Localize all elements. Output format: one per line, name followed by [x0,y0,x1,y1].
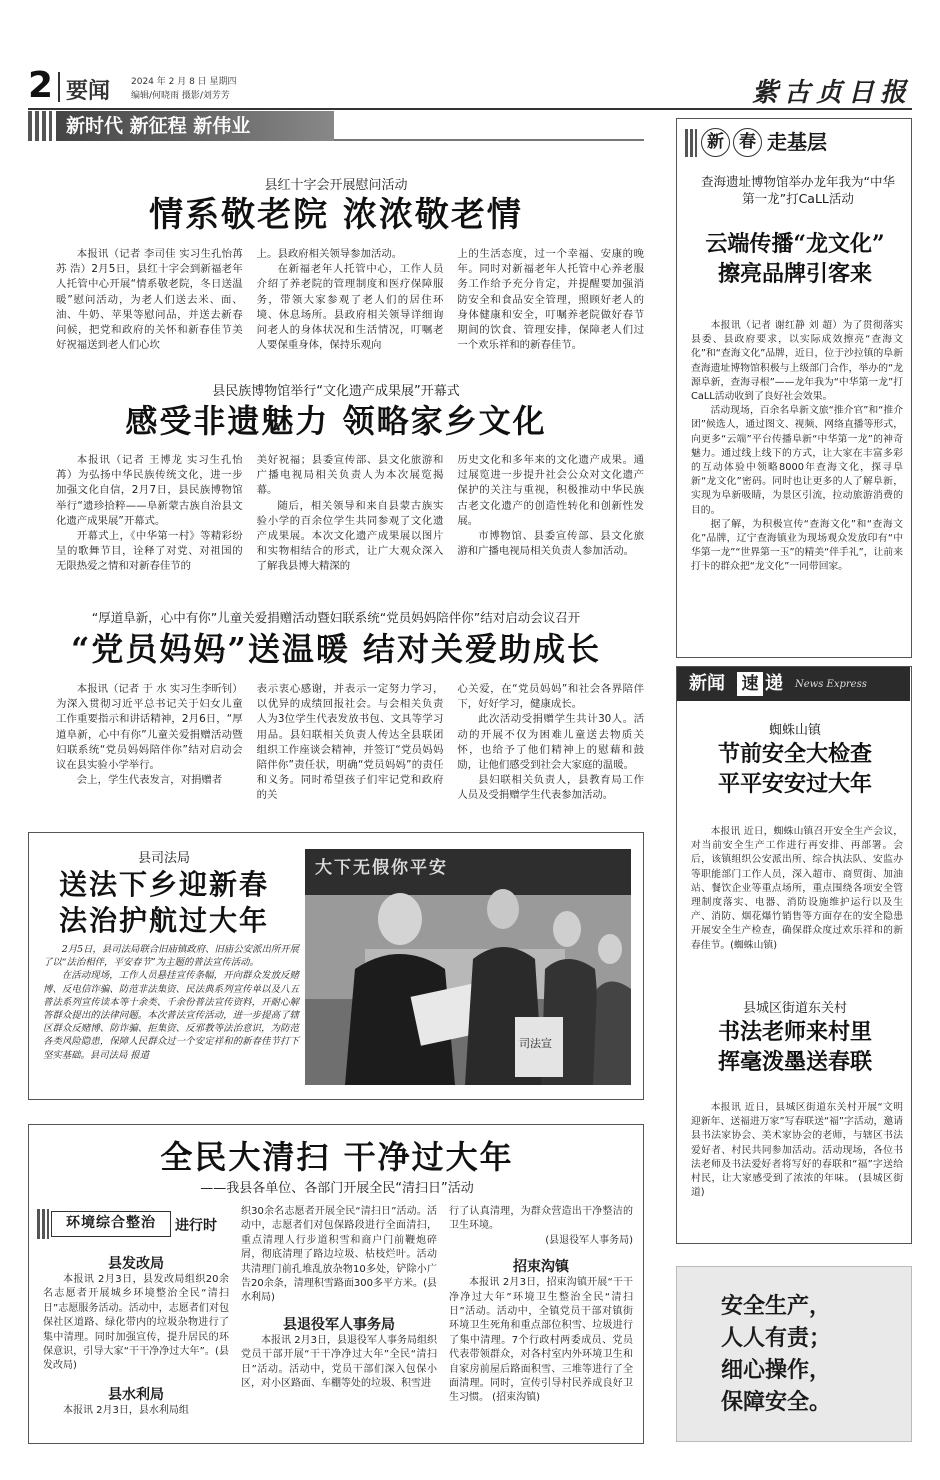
article-title: 擦亮品牌引客来 [717,261,872,287]
article-title: 节前安全大检查 [717,741,872,767]
article-body: 开幕式上，《中华第一村》等精彩纷呈的歌舞节目，诠释了对党、对祖国的无限热爱之情和对新春佳节的 [56,530,243,573]
subsection-title: 县退役军人事务局 [283,1316,395,1333]
page-number: 2 [28,65,54,106]
article-kicker: “厚道阜新，心中有你”儿童关爱捐赠活动暨妇联系统“党员妈妈陪伴你”结对启动会议召开 [91,610,581,625]
article-body: 县妇联相关负责人，县教育局工作人员及受捐赠学生代表参加活动。 [457,774,645,802]
masthead [28,66,912,110]
news-header [677,667,910,701]
header-char: 新 [701,128,730,157]
article-legal-box [28,832,644,1100]
article-body: 本报讯 2月3日，招束沟镇开展“干干净净过大年”环境卫生整治全民“清扫日”活动。活动中，全镇党员干部对镇街环境卫生死角和重点部位积雪、垃圾进行了集中清理。7个行政村两委成员、党员代表带领群众，对各村室内外环境卫生和自家房前屋后路面积雪、三堆等进行了全面清理。同时，宣传引导村民养成良好卫生习惯。 (招束沟镇) [449,1277,633,1404]
article-body: 本报讯（记者 于 水 实习生李昕钊）为深入贯彻习近平总书记关于妇女儿童工作重要指示和讲话精神，2月6日，“厚道阜新，心中有你”儿童关爱捐赠活动暨妇联系统“党员妈妈陪伴你”结对启动会议在县实验小学举行。 [56,683,243,772]
article-heritage [56,380,644,575]
article-body: 在新福老年人托管中心，工作人员介绍了养老院的管理制度和医疗保障服务，带领大家参观了老人们的居住环境、休息场所。县政府相关领导详细询问老人的身体状况和生活情况，叮嘱老人要保重身体，保持乐观向 [256,263,444,352]
article-title: 全民大清扫 干净过大年 [160,1138,514,1176]
header-stripes [685,129,697,157]
article-body: 随后，相关领导和来自县蒙古族实验小学的百余位学生共同参观了文化遗产成果展。本次文化遗产成果展以图片和实物相结合的形式，让广大观众深入了解我县博大精深的 [256,499,444,573]
article-body: 上。县政府相关领导参加活动。 [256,248,403,260]
banner-line [334,139,644,141]
photo-banner-text: 大下无假你平安 [315,858,448,878]
news-header-title2: 递 [765,673,783,694]
section-name: 要闻 [66,79,111,104]
header-char: 春 [733,128,762,157]
article-title: 书法老师来村里 [717,1019,872,1045]
article-body: 本报讯（记者 王博龙 实习生孔怡苒）为弘扬中华民族传统文化，进一步加强文化自信，2月7日，县民族博物馆举行“遗珍拾粹——阜新蒙古族自治县文化遗产成果展”开幕式。 [56,454,243,527]
article-body: 表示衷心感谢，并表示一定努力学习，以优异的成绩回报社会。与会相关负责人为3位学生代表发放书包、文具等学习用品。县妇联相关负责人传达全县联团组织工作座谈会精神，并签订“党员妈妈陪伴你”责任状，明确“党员妈妈”的责任和义务。同时希望孩子们牢记党和政府的关 [256,683,444,802]
news-header-title: 新闻 [689,673,725,694]
article-body: 本报讯（记者 谢红静 刘 超）为了贯彻落实县委、县政府要求，以实际成效擦亮“查海文化”和“查海文化”品牌，近日，位于沙拉镇的阜新查海遗址博物馆积极与上级部门合作，举办的“龙源阜新，查海寻根”——龙年我为“中华第一龙”打CaLL活动收到了良好社会效果。 [691,320,903,403]
article-body: 织30余名志愿者开展全民“清扫日”活动。活动中，志愿者们对包保路段进行全面清扫，重点清理人行步道积雪和商户门前鞭炮碎屑，彻底清理了路边垃圾、枯枝烂叶。活动共清理门前孔堆乱放杂物10多处，铲除小广告20余条，清理积雪路面300多平方米。(县水利局) [241,1206,437,1304]
article-body: 上的生活态度，过一个幸福、安康的晚年。同时对新福老年人托管中心养老服务工作给予充分肯定，并提醒要加强消防安全和食品安全管理，照顾好老人的身体健康和安全，叮嘱养老院做好春节期间的饮食、管理安排，保障老人们过一个欢乐祥和的新春佳节。 [457,248,645,352]
article-body: 行了认真清理，为群众营造出干净整洁的卫生环境。 [449,1206,633,1232]
article-subtitle: ——我县各单位、各部门开展全民“清扫日”活动 [200,1181,474,1196]
article-body: 在活动现场，工作人员悬挂宣传条幅，开向群众发放反赌博、反电信诈骗、防范非法集资、民法典系列宣传单以及八五普法系列宣传读本等十余类、千余份普法宣传资料，开耐心解答群众提出的法律问题。本次普法宣传活动，进一步提高了辖区群众反赌博、防诈骗、拒集资、反邪教等法治意识，为防范各类风险隐患，保障人民群众过一个安定祥和的新春佳节打下坚实基础。县司法局 报道 [43,970,299,1061]
news-header-boxed: 速 [737,672,763,696]
article-body: 2月5日，县司法局联合旧庙镇政府、旧庙公安派出所开展了以“法治相伴，平安春节”为主题的普法宣传活动。 [43,944,299,969]
sidebar-news-express [676,666,912,1244]
date-line: 2024 年 2 月 8 日 星期四 [131,77,237,87]
article-body: 此次活动受捐赠学生共计30人。活动的开展不仅为困难儿童送去物质关怀，也给予了他们精神上的慰藉和鼓励，让他们感受到社会大家庭的温暖。 [457,713,645,772]
subsection-title: 县发改局 [108,1256,164,1272]
article-title: 法治护航过大年 [58,904,269,937]
editor-line: 编辑/何晓雨 摄影/刘芳芳 [131,91,230,101]
article-body: 会上，学生代表发言，对捐赠者 [76,774,223,787]
article-elderly-care [56,150,644,353]
article-title: 感受非遗魅力 领略家乡文化 [125,402,547,440]
subsection-title: 招束沟镇 [513,1259,569,1276]
article-body: 活动现场，百余名阜新文旅“推介官”和“推介团”候选人，通过图文、视频、网络直播等形式，向更多“云端”平台传播阜新“中华第一龙”的神奇魅力。通过线上线下的方式，让大家在丰富多彩的互动体验中领略8000年查海文化，探寻阜新“龙文化”密码。同时也让更多的人了解阜新，实现为阜新吸睛，为景区引流，拉动旅游消费的目的。 [691,405,903,516]
article-kicker: 县城区街道东关村 [742,1001,847,1016]
newspaper-logo: 紫古贞日报 [751,78,912,108]
article-kicker: 县民族博物馆举行“文化遗产成果展”开幕式 [212,384,460,399]
article-cleanup-box [28,1124,644,1444]
article-title: 平平安安过大年 [717,771,872,797]
sidebar-grassroots [676,118,912,658]
news-header-en: News Express [795,679,867,690]
header-tail: 走基层 [767,130,827,154]
article-body: 美好祝福；县委宣传部、县文化旅游和广播电视局相关负责人为本次展览揭幕。 [256,454,444,497]
article-title: “党员妈妈”送温暖 结对关爱助成长 [71,630,601,668]
safety-slogan [676,1266,912,1442]
article-source: (县退役军人事务局) [545,1234,633,1246]
photo-illustration [305,849,631,1085]
section-banner [28,111,644,141]
article-kicker: 蜘蛛山镇 [768,723,821,738]
article-body: 本报讯 2月3日，县退役军人事务局组织党员干部开展“干干净净过大年”全民“清扫日”活动。活动中，党员干部们深入包保小区，对小区路面、车棚等处的垃圾、积雪进 [241,1334,437,1390]
article-title: 情系敬老院 浓浓敬老情 [149,195,523,235]
slogan-line: 安全生产， [721,1294,832,1319]
photo-box-label: 司法宣 [519,1037,552,1050]
article-party-mothers [56,608,644,804]
article-kicker: 查海遗址博物馆举办龙年我为“中华第一龙”打CaLL活动 [701,174,895,206]
article-body: 本报讯 近日，县城区街道东关村开展“文明迎新年、送福进万家”写春联送“福”字活动，邀请县书法家协会、美术家协会的老师，与辖区书法爱好者、村民共同参加活动。活动现场，各位书法老师及书法爱好者将写好的春联和“福”字送给村民，让大家感受到了浓浓的年味。 (县城区街道) [691,1102,903,1199]
article-body: 据了解，为积极宣传“查海文化”和“查海文化”品牌，辽宁查海镇业为现场观众发放印有“中华第一龙”“世界第一玉”的精美“伴手礼”，让前来打卡的群众把“龙文化”一同带回家。 [691,518,903,573]
tag-label: 环境综合整治 [51,1211,171,1237]
subsection-title: 县水利局 [108,1386,164,1403]
article-body: 历史文化和多年来的文化遗产成果。通过展览进一步提升社会公众对文化遗产保护的关注与重视，积极推动中华民族古老文化遗产的创造性转化和创新性发展。 [457,454,645,527]
article-kicker: 县司法局 [137,851,190,866]
article-body: 心关爱，在“党员妈妈”和社会各界陪伴下，好好学习，健康成长。 [457,683,645,711]
tag-suffix: 进行时 [175,1218,217,1234]
article-title: 云端传播“龙文化” [705,231,885,257]
article-title: 送法下乡迎新春 [58,868,269,901]
slogan-line: 人人有责； [721,1326,832,1351]
article-body: 市博物馆、县委宣传部、县文化旅游和广播电视局相关负责人参加活动。 [457,530,645,558]
article-body: 本报讯 2月3日，县水利局组 [63,1404,189,1416]
slogan-line: 保障安全。 [721,1390,832,1415]
article-body: 本报讯（记者 李司佳 实习生孔怡苒 苏 浩）2月5日，县红十字会到新福老年人托管中心开展“情系敬老院，冬日送温暖”慰问活动，为老人们送去米、面、油、牛奶、苹果等慰问品，并送去新春问候，把党和政府的关怀和新春佳节美好祝福送到老人们心坎 [56,248,243,352]
banner-text: 新时代 新征程 新伟业 [56,111,334,141]
masthead-divider [58,72,60,102]
banner-stripes [28,111,52,141]
slogan-line: 细心操作， [721,1358,832,1383]
sidebar-header [685,127,905,159]
legal-event-photo [305,849,631,1085]
article-body: 本报讯 近日，蜘蛛山镇召开安全生产会议，对当前安全生产工作进行再安排、再部署。会后，该镇组织公安派出所、综合执法队、安监办等职能部门工作人员，深入超市、商贸街、加油站、餐饮企业等重点场所，重点围绕各项安全管理制度落实、电器、消防设施维护运行以及生产、消防、烟花爆竹销售等方面存在的安全隐患开展安全生产检查，确保群众度过欢乐祥和的新春佳节。(蜘蛛山镇) [691,826,903,951]
masthead-rule [28,108,912,110]
article-body: 本报讯 2月3日，县发改局组织20余名志愿者开展城乡环境整治全民“清扫日”志愿服务活动。活动中，志愿者们对包保社区道路、绿化带内的垃圾杂物进行了集中清理。同时加强宣传，提升居民的环保意识，引导大家“干干净净过大年”。(县发改局) [43,1274,229,1372]
topic-tag [37,1209,233,1239]
article-kicker: 县红十字会开展慰问活动 [264,178,408,193]
tag-stripes [37,1209,49,1239]
article-title: 挥毫泼墨送春联 [717,1049,872,1075]
